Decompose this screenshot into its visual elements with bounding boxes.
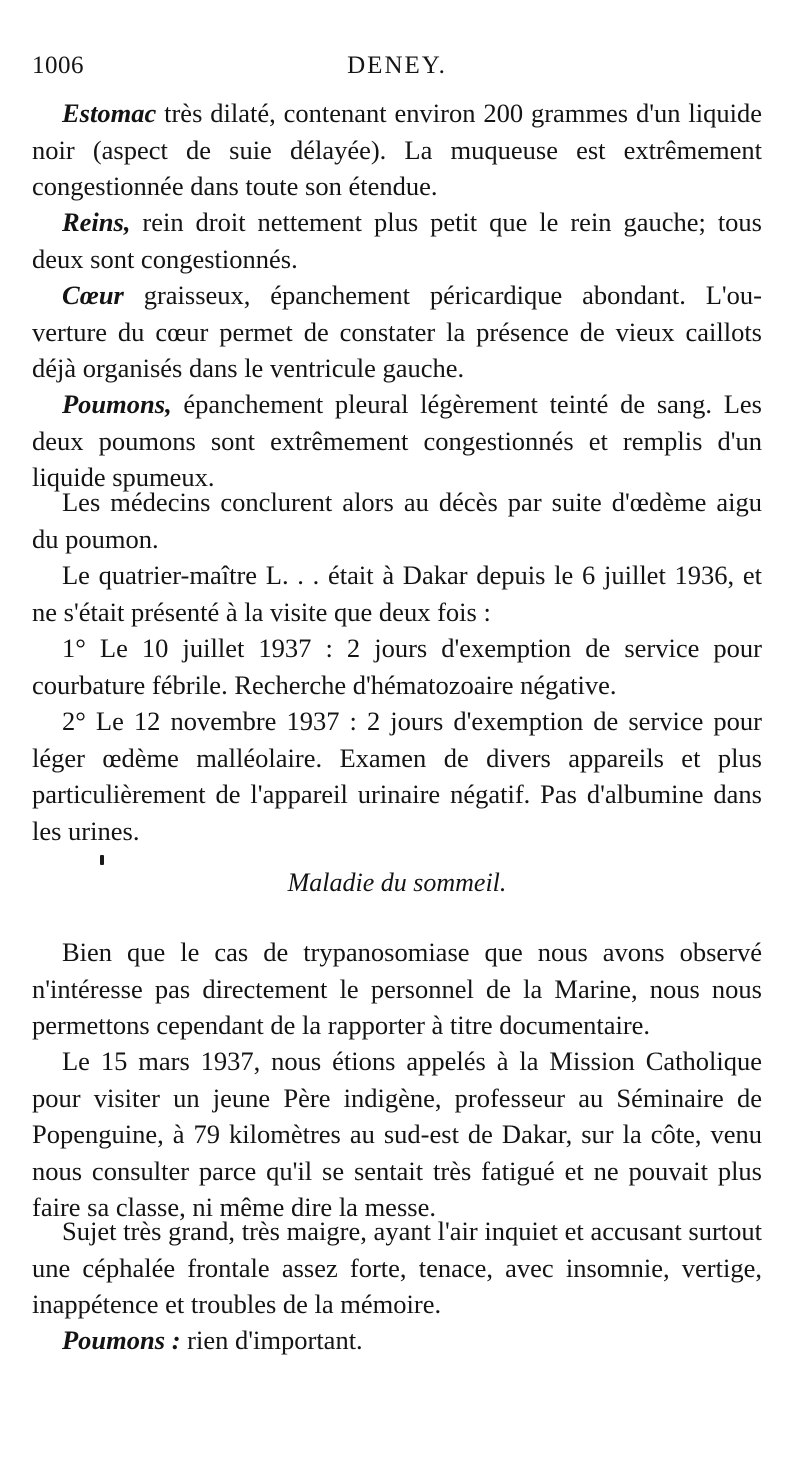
print-speck: [100, 855, 104, 865]
paragraph-coeur: [32, 277, 762, 387]
paragraph-text: épanchement pleural légèrement teinté de sang. Les deux poumons sont extrêmement congestionnés et remplis d'un liquide spumeux.: [32, 389, 762, 492]
paragraph-lead: Poumons :: [62, 1325, 181, 1355]
paragraph-quartier-maitre: Le quatrier-maître L. . . était à Dakar depuis le 6 juillet 1936, et ne s'était présenté à la visite que deux fois :: [32, 560, 762, 627]
paragraph-text: graisseux, épanchement péricardique abondant. L'ouverture du cœur permet de constater la présence de vieux caillots déjà organisés dans le ventricule gauche.: [32, 280, 762, 383]
paragraph-lead: Reins,: [62, 207, 131, 237]
paragraph-lead: Estomac: [62, 98, 157, 128]
page-number: 1006: [32, 52, 84, 79]
paragraph-lead: Poumons,: [62, 389, 172, 419]
section-title: Maladie du sommeil.: [287, 868, 507, 897]
paragraph-text: rein droit nettement plus petit que le rein gauche; tous deux sont congestionnés.: [32, 207, 762, 274]
paragraph-estomac: [32, 95, 762, 205]
paragraph-medecins: Les médecins conclurent alors au décès par suite d'œdème aigu du poumon.: [32, 487, 762, 554]
paragraph-text: très dilaté, contenant environ 200 grammes d'un liquide noir (aspect de suie délayée). La muqueuse est extrêmement congestionnée dans toute son étendue.: [32, 98, 762, 201]
running-head: DENEY.: [347, 52, 447, 79]
page-header: [32, 52, 762, 86]
paragraph-visite-1: 1° Le 10 juillet 1937 : 2 jours d'exemption de service pour courbature fébrile. Recherche d'hématozoaire négative.: [32, 633, 762, 700]
paragraph-text: rien d'important.: [180, 1325, 363, 1355]
paragraph-reins: [32, 204, 762, 277]
paragraph-poumons-2: [32, 1322, 762, 1359]
paragraph-poumons: [32, 386, 762, 496]
paragraph-lead: Cœur: [62, 280, 124, 310]
paragraph-intro: Bien que le cas de trypanosomiase que nous avons observé n'intéresse pas directement le personnel de la Marine, nous nous permettons cependant de la rapporter à titre documentaire.: [32, 937, 762, 1040]
paragraph-mission: Le 15 mars 1937, nous étions appelés à la Mission Catholique pour visiter un jeune Père indigène, professeur au Séminaire de Popenguine, à 79 kilomètres au sud-est de Dakar, sur la côte, venu nous consulter parce qu'il se sentait très fatigué et ne pouvait plus faire sa classe, ni même dire la messe.: [32, 1046, 762, 1222]
paragraph-sujet: Sujet très grand, très maigre, ayant l'air inquiet et accusant surtout une céphalée frontale assez forte, tenace, avec insomnie, vertige, inappétence et troubles de la mémoire.: [32, 1216, 762, 1319]
paragraph-visite-2: 2° Le 12 novembre 1937 : 2 jours d'exemption de service pour léger œdème malléolaire. Examen de divers appareils et plus particulièrement de l'appareil urinaire négatif. Pas d'albumine dans les urines.: [32, 706, 762, 846]
